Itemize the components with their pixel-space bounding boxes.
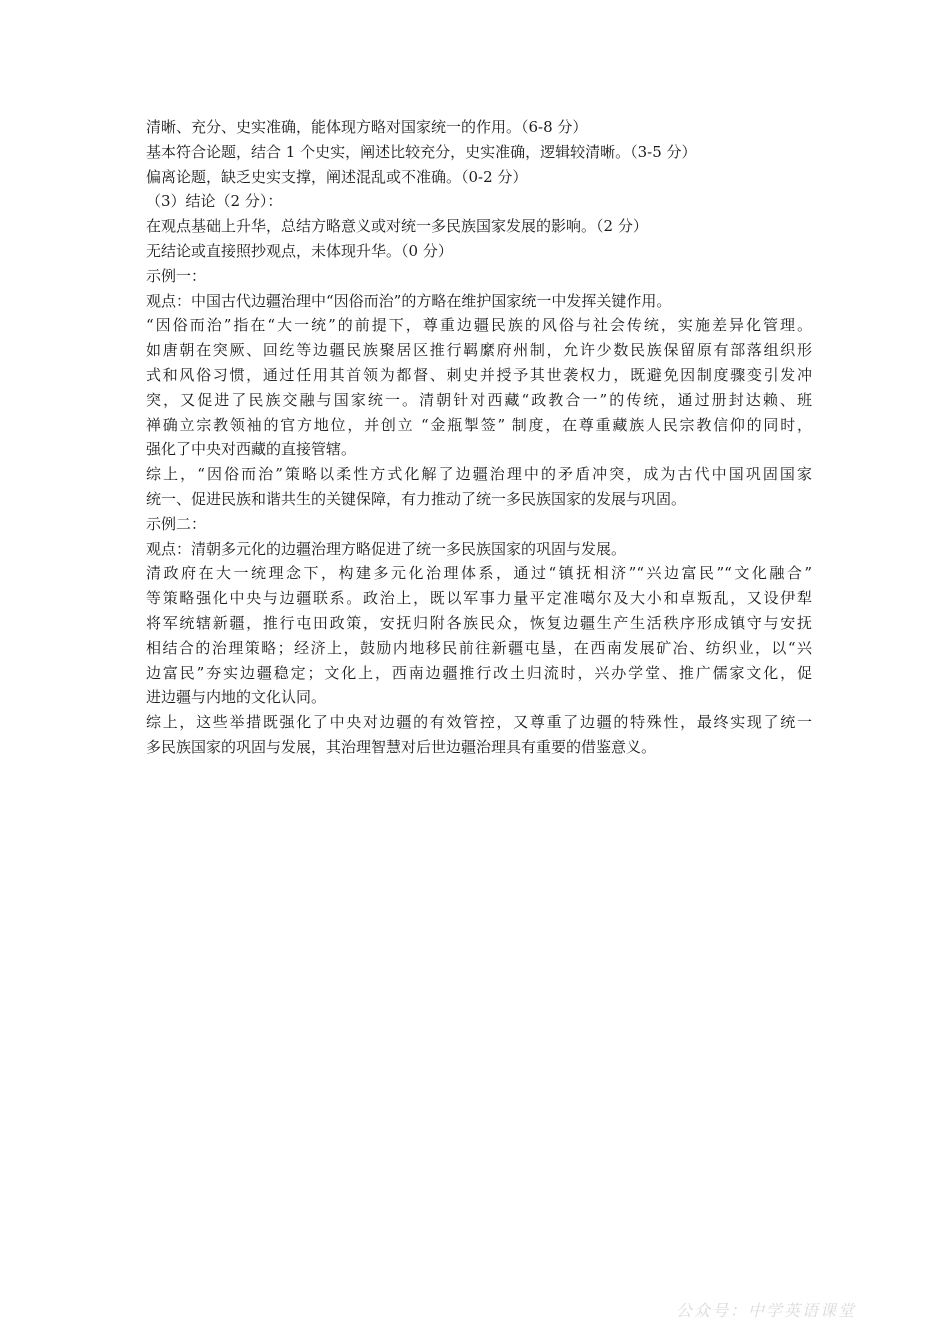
text-line: 式和风俗习惯，通过任用其首领为都督、刺史并授予其世袭权力，既避免因制度骤变引发冲: [146, 365, 812, 384]
text-line: 边富民”夯实边疆稳定；文化上，西南边疆推行改土归流时，兴办学堂、推广儒家文化，促: [146, 663, 812, 682]
text-line: 综上，这些举措既强化了中央对边疆的有效管控，又尊重了边疆的特殊性，最终实现了统一: [146, 713, 812, 732]
text-line: 强化了中央对西藏的直接管辖。: [146, 440, 357, 459]
text-line: 突，又促进了民族交融与国家统一。清朝针对西藏“政教合一”的传统，通过册封达赖、班: [146, 390, 812, 409]
text-line: 观点：中国古代边疆治理中“因俗而治”的方略在维护国家统一中发挥关键作用。: [146, 291, 672, 310]
text-line: 多民族国家的巩固与发展，其治理智慧对后世边疆治理具有重要的借鉴意义。: [146, 737, 657, 756]
text-line: 清政府在大一统理念下，构建多元化治理体系，通过“镇抚相济”“兴边富民”“文化融合”: [146, 564, 812, 583]
text-line: 综上，“因俗而治”策略以柔性方式化解了边疆治理中的矛盾冲突，成为古代中国巩固国家: [146, 465, 812, 484]
text-line: 清晰、充分、史实准确，能体现方略对国家统一的作用。（6-8 分）: [146, 118, 588, 136]
text-line: 统一、促进民族和谐共生的关键保障，有力推动了统一多民族国家的发展与巩固。: [146, 489, 687, 508]
text-line: 观点：清朝多元化的边疆治理方略促进了统一多民族国家的巩固与发展。: [146, 539, 627, 558]
text-line: 示例一：: [146, 266, 207, 285]
text-line: 如唐朝在突厥、回纥等边疆民族聚居区推行羁縻府州制，允许少数民族保留原有部落组织形: [146, 341, 812, 360]
text-line: （3）结论（2 分）：: [146, 192, 283, 211]
watermark-text: 公众号：中学英语课堂: [676, 1301, 857, 1320]
text-line: 相结合的治理策略；经济上，鼓励内地移民前往新疆屯垦，在西南发展矿冶、纺织业，以“兴: [146, 638, 812, 657]
text-line: 基本符合论题，结合 1 个史实，阐述比较充分，史实准确，逻辑较清晰。（3-5 分）: [146, 142, 697, 161]
text-line: 示例二：: [146, 514, 207, 533]
text-line: 偏离论题，缺乏史实支撑，阐述混乱或不准确。（0-2 分）: [146, 167, 528, 186]
text-line: 禅确立宗教领袖的官方地位，并创立 “金瓶掣签” 制度，在尊重藏族人民宗教信仰的同时，: [146, 415, 812, 434]
text-line: “因俗而治”指在“大一统”的前提下，尊重边疆民族的风俗与社会传统，实施差异化管理。: [146, 316, 812, 335]
text-line: 将军统辖新疆，推行屯田政策，安抚归附各族民众，恢复边疆生产生活秩序形成镇守与安抚: [146, 613, 812, 632]
text-line: 等策略强化中央与边疆联系。政治上，既以军事力量平定准噶尔及大小和卓叛乱，又设伊犁: [146, 589, 812, 608]
document-body: [146, 115, 812, 760]
text-line: 进边疆与内地的文化认同。: [146, 688, 327, 707]
text-line: 在观点基础上升华，总结方略意义或对统一多民族国家发展的影响。（2 分）: [146, 217, 648, 236]
text-line: 无结论或直接照抄观点，未体现升华。（0 分）: [146, 241, 453, 260]
